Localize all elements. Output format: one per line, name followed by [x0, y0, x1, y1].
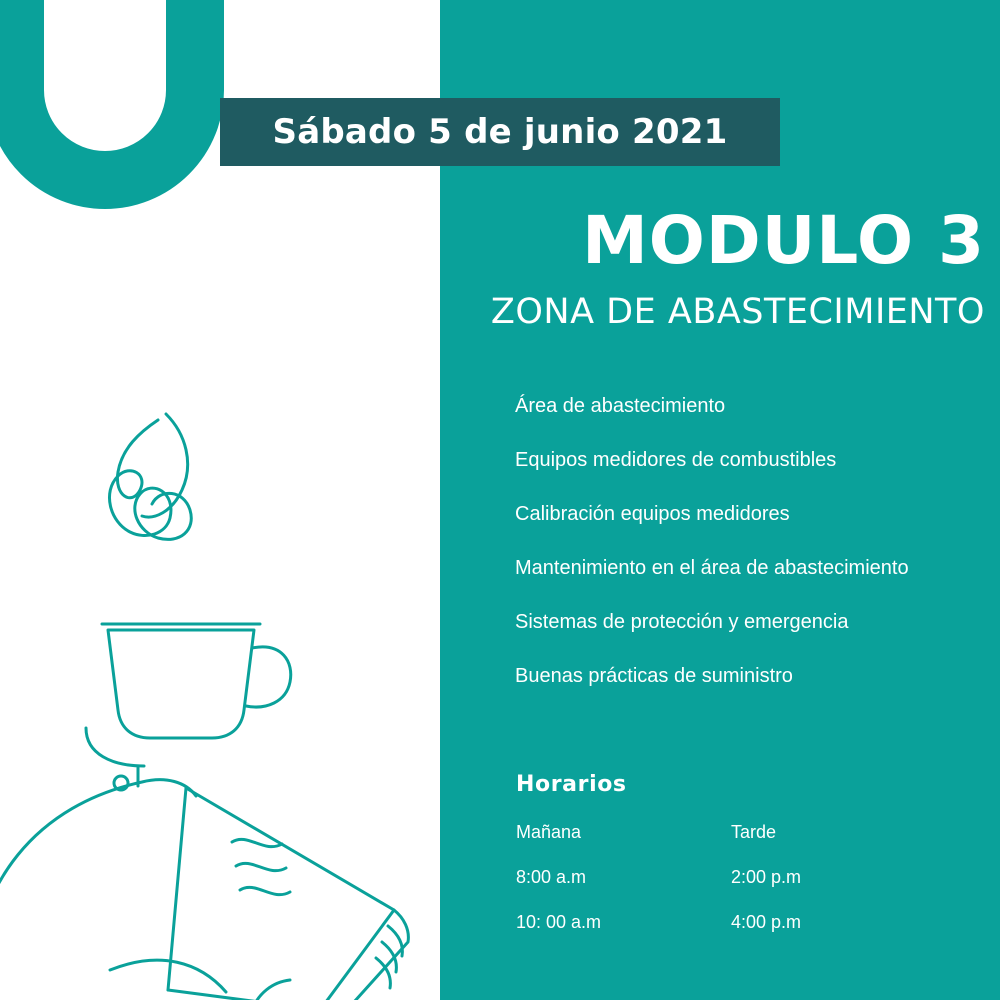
module-title: MODULO 3: [582, 202, 985, 279]
schedule-heading: Horarios: [516, 772, 627, 797]
schedule-cell: 10: 00 a.m: [516, 912, 602, 932]
person-reading-illustration-icon: [0, 410, 440, 1000]
schedule-cell: 2:00 p.m: [731, 867, 802, 887]
list-item: Buenas prácticas de suministro: [515, 665, 793, 687]
list-item: Sistemas de protección y emergencia: [515, 611, 849, 633]
list-item: Calibración equipos medidores: [515, 503, 790, 525]
schedule-table: [516, 822, 946, 957]
schedule-cell: 8:00 a.m: [516, 867, 587, 887]
letter-u-logo-icon: [0, 0, 230, 220]
date-banner: [220, 98, 780, 166]
schedule-cell: 4:00 p.m: [731, 912, 802, 932]
table-row: [516, 912, 946, 933]
schedule-column-header-afternoon: Tarde: [731, 822, 777, 842]
table-row: [516, 822, 946, 843]
list-item: Equipos medidores de combustibles: [515, 449, 837, 471]
topic-list: [515, 396, 985, 720]
list-item: Área de abastecimiento: [515, 395, 726, 417]
schedule-column-header-morning: Mañana: [516, 822, 582, 842]
module-subtitle: ZONA DE ABASTECIMIENTO: [490, 292, 985, 332]
date-text: Sábado 5 de junio 2021: [272, 112, 728, 152]
table-row: [516, 867, 946, 888]
list-item: Mantenimiento en el área de abastecimiento: [515, 557, 909, 579]
